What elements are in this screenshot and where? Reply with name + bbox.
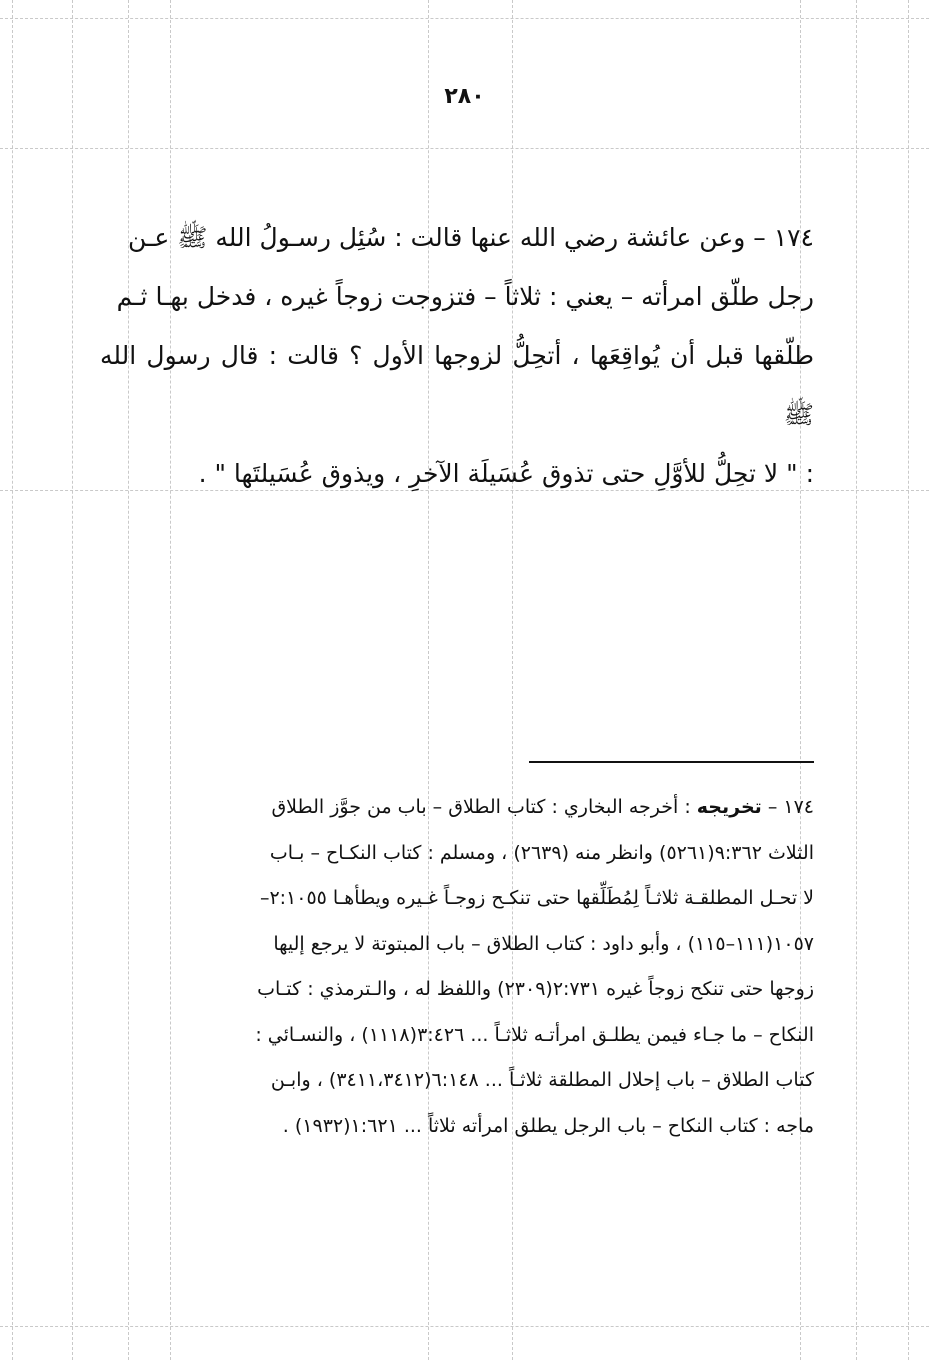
scan-guide-line xyxy=(908,0,909,1360)
hadith-line: رجل طلّق امرأته – يعني : ثلاثاً – فتزوجت زوجاً غيره ، فدخل بهـا ثـم xyxy=(116,282,814,311)
page-number: ٢٨٠ xyxy=(444,84,485,109)
scan-guide-line xyxy=(12,0,13,1360)
footnote-line: ١٠٥٧(١١١–١١٥) ، وأبو داود : كتاب الطلاق – باب المبتوتة لا يرجع إليها xyxy=(273,932,814,955)
scan-guide-line xyxy=(512,0,513,1360)
scan-guide-line xyxy=(0,148,929,149)
scan-guide-line xyxy=(72,0,73,1360)
footnote-label: تخريجه xyxy=(696,796,762,818)
scan-guide-line xyxy=(0,18,929,19)
footnote-line: زوجها حتى تنكح زوجاً غيره ٢:٧٣١(٢٣٠٩) واللفظ له ، والـترمذي : كتـاب xyxy=(257,978,814,1000)
scan-guide-line xyxy=(170,0,171,1360)
hadith-text xyxy=(100,208,814,503)
footnote-separator xyxy=(529,761,814,763)
scan-guide-line xyxy=(128,0,129,1360)
footnote-line: لا تحـل المطلقـة ثلاثـاً لِمُطَلِّقها حتى تنكـح زوجـاً غـيره ويطأهـا ٢:١٠٥٥– xyxy=(259,887,814,909)
scan-guide-line xyxy=(856,0,857,1360)
hadith-line: : " لا تحِلُّ للأوَّلِ حتى تذوق عُسَيلَة الآخرِ ، ويذوق عُسَيلتَها " . xyxy=(198,459,814,488)
scan-guide-line xyxy=(0,1326,929,1327)
footnote-line: ماجه : كتاب النكاح – باب الرجل يطلق امرأته ثلاثاً ... ١:٦٢١(١٩٣٢) . xyxy=(282,1114,814,1137)
scan-guide-line xyxy=(800,0,801,1360)
footnote-line: النكاح – ما جـاء فيمن يطلـق امرأتـه ثلاثـاً ... ٣:٤٢٦(١١١٨) ، والنسـائي : xyxy=(255,1023,814,1046)
hadith-line: طلّقها قبل أن يُواقِعَها ، أتحِلُّ لزوجها الأول ؟ قالت : قال رسول الله ﷺ xyxy=(100,341,814,429)
scan-guide-line xyxy=(428,0,429,1360)
footnote-line: ١٧٤ – تخريجه : أخرجه البخاري : كتاب الطلاق – باب من جوَّز الطلاق xyxy=(271,796,814,818)
hadith-line: ١٧٤ – وعن عائشة رضي الله عنها قالت : سُئِل رسـولُ الله ﷺ عـن xyxy=(127,223,814,252)
footnote xyxy=(100,785,814,1149)
footnote-line: كتاب الطلاق – باب إحلال المطلقة ثلاثـاً ... ٦:١٤٨(٣٤١١،٣٤١٢) ، وابـن xyxy=(270,1069,814,1091)
footnote-line: الثلاث ٩:٣٦٢(٥٢٦١) وانظر منه (٢٦٣٩) ، ومسلم : كتاب النكـاح – بـاب xyxy=(269,841,814,864)
